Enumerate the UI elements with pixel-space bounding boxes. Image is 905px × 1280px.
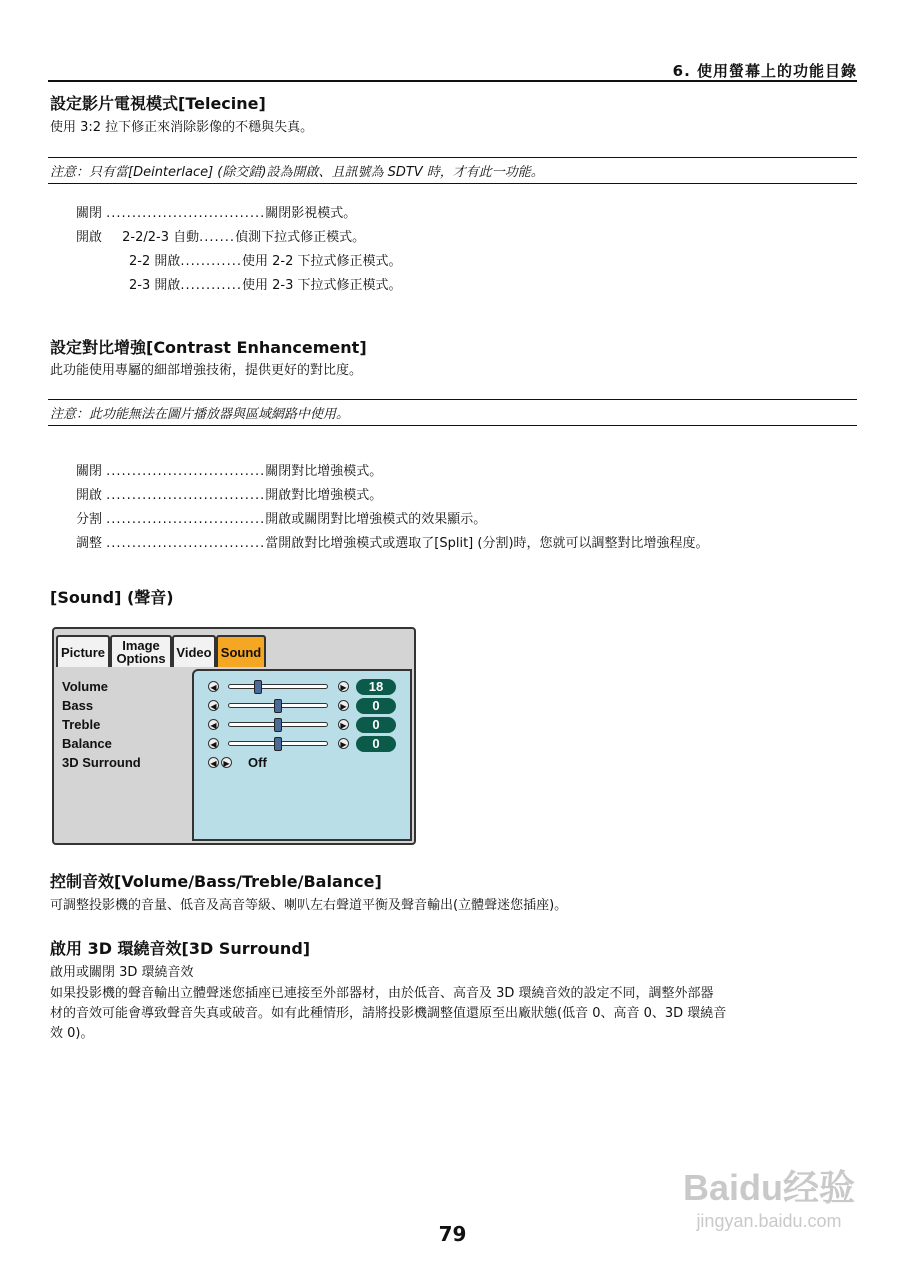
option-name: 開啟 [76, 230, 103, 245]
surround-description-2: 如果投影機的聲音輸出立體聲迷您插座已連接至外部器材，由於低音、高音及 3D 環繞音效的設定不同，調整外部器 [50, 986, 714, 1001]
telecine-note: 注意：只有當[Deinterlace] (除交錯)設為開啟、且訊號為 SDTV 時，才有此一功能。 [48, 157, 857, 184]
treble-slider-thumb[interactable] [274, 718, 282, 732]
menu-label-3d-surround[interactable]: 3D Surround [62, 755, 141, 770]
option-desc: 關閉對比增強模式。 [265, 464, 383, 479]
watermark-logo: Baidu经验 [682, 1167, 855, 1208]
contrast-option-off [76, 460, 382, 479]
contrast-note: 注意：此功能無法在圖片播放器與區域網路中使用。 [48, 399, 857, 426]
contrast-option-on [76, 484, 382, 503]
option-sub: 2-2 開啟 [129, 254, 181, 269]
menu-label-treble[interactable]: Treble [62, 717, 101, 732]
tab-video[interactable]: Video [172, 635, 216, 667]
telecine-option-off [76, 202, 356, 221]
tab-picture[interactable]: Picture [56, 635, 110, 667]
bass-value: 0 [356, 698, 396, 714]
sound-menu-screenshot [52, 627, 416, 845]
contrast-heading: 設定對比增強[Contrast Enhancement] [50, 338, 367, 357]
menu-label-balance[interactable]: Balance [62, 736, 112, 751]
menu-label-volume[interactable]: Volume [62, 679, 108, 694]
bass-decrease-icon[interactable]: ◀ [208, 700, 219, 711]
bass-increase-icon[interactable]: ▶ [338, 700, 349, 711]
option-desc: 當開啟對比增強模式或選取了[Split] (分割)時，您就可以調整對比增強程度。 [265, 536, 709, 551]
balance-value: 0 [356, 736, 396, 752]
treble-increase-icon[interactable]: ▶ [338, 719, 349, 730]
contrast-option-split [76, 508, 486, 527]
volume-description: 可調整投影機的音量、低音及高音等級、喇叭左右聲道平衡及聲音輸出(立體聲迷您插座)。 [50, 898, 568, 913]
treble-decrease-icon[interactable]: ◀ [208, 719, 219, 730]
surround-description-3: 材的音效可能會導致聲音失真或破音。如有此種情形，請將投影機調整值還原至出廠狀態(低音 0、高音 0、3D 環繞音 [50, 1006, 727, 1021]
watermark-url: jingyan.baidu.com [696, 1211, 842, 1231]
balance-decrease-icon[interactable]: ◀ [208, 738, 219, 749]
option-name: 關閉 [76, 206, 103, 221]
option-name: 分割 [76, 512, 103, 527]
option-leader: ....... [199, 230, 236, 245]
option-leader: ............................... [106, 206, 266, 221]
option-leader: ............ [180, 278, 242, 293]
option-name: 開啟 [76, 488, 103, 503]
menu-control-panel [192, 669, 412, 841]
tab-image-options[interactable]: Image Options [110, 635, 172, 667]
menu-label-bass[interactable]: Bass [62, 698, 94, 713]
page-number: 79 [438, 1222, 467, 1246]
chapter-title: 6. 使用螢幕上的功能目錄 [672, 62, 857, 80]
option-leader: ............................... [106, 488, 266, 503]
surround-decrease-icon[interactable]: ◀ [208, 757, 219, 768]
volume-slider-track[interactable] [228, 684, 328, 689]
telecine-heading: 設定影片電視模式[Telecine] [50, 94, 266, 113]
volume-decrease-icon[interactable]: ◀ [208, 681, 219, 692]
contrast-description: 此功能使用專屬的細部增強技術，提供更好的對比度。 [50, 363, 363, 378]
volume-slider-thumb[interactable] [254, 680, 262, 694]
treble-value: 0 [356, 717, 396, 733]
option-sub: 2-2/2-3 自動 [122, 230, 200, 245]
bass-slider-thumb[interactable] [274, 699, 282, 713]
option-desc: 偵測下拉式修正模式。 [235, 230, 366, 245]
surround-description-4: 效 0)。 [50, 1026, 94, 1041]
option-name: 調整 [76, 536, 103, 551]
surround-description-1: 啟用或關閉 3D 環繞音效 [50, 965, 194, 980]
menu-label-column [56, 667, 190, 841]
sound-heading: [Sound] (聲音) [50, 588, 174, 607]
option-name: 關閉 [76, 464, 103, 479]
telecine-option-on-auto [76, 226, 365, 245]
balance-slider-thumb[interactable] [274, 737, 282, 751]
option-leader: ............ [180, 254, 242, 269]
balance-increase-icon[interactable]: ▶ [338, 738, 349, 749]
volume-increase-icon[interactable]: ▶ [338, 681, 349, 692]
tab-sound[interactable]: Sound [216, 635, 266, 667]
option-sub: 2-3 開啟 [129, 278, 181, 293]
option-desc: 開啟或關閉對比增強模式的效果顯示。 [265, 512, 487, 527]
volume-value: 18 [356, 679, 396, 695]
contrast-option-adjust [76, 532, 709, 551]
volume-heading: 控制音效[Volume/Bass/Treble/Balance] [50, 872, 382, 891]
telecine-description: 使用 3:2 拉下修正來消除影像的不穩與失真。 [50, 120, 314, 135]
header-divider [48, 80, 857, 82]
option-leader: ............................... [106, 464, 266, 479]
surround-value: Off [248, 755, 267, 770]
option-leader: ............................... [106, 512, 266, 527]
option-desc: 關閉影視模式。 [265, 206, 357, 221]
surround-increase-icon[interactable]: ▶ [221, 757, 232, 768]
surround-heading: 啟用 3D 環繞音效[3D Surround] [50, 939, 311, 958]
watermark [683, 1160, 855, 1232]
option-desc: 使用 2-3 下拉式修正模式。 [241, 278, 402, 293]
telecine-option-23-on [129, 274, 401, 293]
option-desc: 開啟對比增強模式。 [265, 488, 383, 503]
option-leader: ............................... [106, 536, 266, 551]
telecine-option-22-on [129, 250, 401, 269]
option-desc: 使用 2-2 下拉式修正模式。 [241, 254, 402, 269]
